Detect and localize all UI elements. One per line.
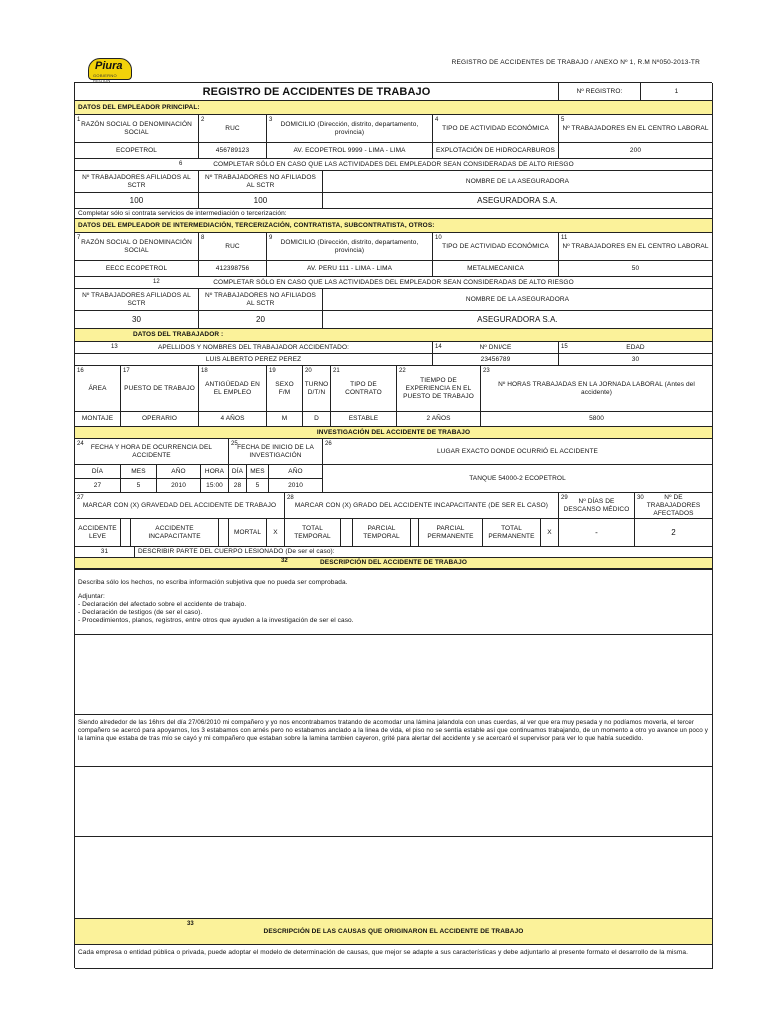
trabajador-section-title: DATOS DEL TRABAJADOR : <box>75 329 713 342</box>
check-mortal: X <box>267 519 285 547</box>
investigacion-section-title: INVESTIGACIÓN DEL ACCIDENTE DE TRABAJO <box>75 427 713 439</box>
dias-descanso: - <box>559 519 635 547</box>
intermediacion-domicilio: AV. PERU 111 - LIMA - LIMA <box>267 261 433 277</box>
header-antiguedad: 18 ANTIGÜEDAD EN EL EMPLEO <box>199 366 267 412</box>
lugar-value: TANQUE 54000-2 ECOPETROL <box>323 465 713 493</box>
descripcion-instrucciones: Describa sólo los hechos, no escriba información subjetiva que no pueda ser comprobada. Adjuntar: - Declaración del afectado sobre el accidente de trabajo. - Declaración de testigos (de ser el caso). - Procedimientos, planos, registros, entre otros que ayuden a la investigación de ser el caso. <box>75 569 713 635</box>
empleador-aseguradora: ASEGURADORA S.A. <box>323 193 713 209</box>
descripcion-blank-3 <box>75 837 713 919</box>
header-razon-social-2: 7 RAZÓN SOCIAL O DENOMINACIÓN SOCIAL <box>75 233 199 261</box>
registro-label: Nº REGISTRO: <box>559 83 641 101</box>
descripcion-title: 32 DESCRIPCIÓN DEL ACCIDENTE DE TRABAJO <box>75 558 713 569</box>
header-afiliados: Nº TRABAJADORES AFILIADOS AL SCTR <box>75 171 199 193</box>
trabajador-section <box>74 328 712 426</box>
descripcion-blank-2 <box>75 767 713 837</box>
header-lugar: 26 LUGAR EXACTO DONDE OCURRIÓ EL ACCIDENTE <box>323 439 713 465</box>
trabajador-area: MONTAJE <box>75 412 121 427</box>
intermediacion-ruc: 412398756 <box>199 261 267 277</box>
header-domicilio-2: 9 DOMICILIO (Dirección, distrito, departamento, provincia) <box>267 233 433 261</box>
header-ruc-2: 8 RUC <box>199 233 267 261</box>
header-turno: 20 TURNO D/T/N <box>303 366 331 412</box>
form-title: REGISTRO DE ACCIDENTES DE TRABAJO <box>75 83 559 101</box>
empleador-actividad: EXPLOTACIÓN DE HIDROCARBUROS <box>433 143 559 159</box>
trabajador-experiencia: 2 AÑOS <box>397 412 481 427</box>
header-experiencia: 22 TIEMPO DE EXPERIENCIA EN EL PUESTO DE TRABAJO <box>397 366 481 412</box>
intermediacion-razon: EECC ECOPETROL <box>75 261 199 277</box>
empleador-trabajadores: 200 <box>559 143 713 159</box>
trabajador-horas: 5800 <box>481 412 713 427</box>
label-parcial-permanente: PARCIAL PERMANENTE <box>419 519 483 547</box>
trabajador-edad: 30 <box>559 354 713 366</box>
descripcion-blank-1 <box>75 635 713 715</box>
fecha-hora: 15:00 <box>201 479 229 493</box>
header-dni: 14 Nº DNI/CE <box>433 342 559 354</box>
header-sexo: 19 SEXO F/M <box>267 366 303 412</box>
inicio-mes: 5 <box>247 479 269 493</box>
header-fecha-inicio: 25 FECHA DE INICIO DE LA INVESTIGACIÓN <box>229 439 323 465</box>
completar-note-2: 12 COMPLETAR SÓLO EN CASO QUE LAS ACTIVIDADES DEL EMPLEADOR SEAN CONSIDERADAS DE ALTO RIESGO <box>75 277 713 289</box>
trabajador-sexo: M <box>267 412 303 427</box>
header-nombre: 13 APELLIDOS Y NOMBRES DEL TRABAJADOR ACCIDENTADO: <box>75 342 433 354</box>
header-actividad-2: 10 TIPO DE ACTIVIDAD ECONÓMICA <box>433 233 559 261</box>
header-no-afiliados: Nº TRABAJADORES NO AFILIADOS AL SCTR <box>199 171 323 193</box>
empleador-ruc: 456789123 <box>199 143 267 159</box>
intermediacion-aseguradora: ASEGURADORA S.A. <box>323 311 713 329</box>
inicio-dia: 28 <box>229 479 247 493</box>
trabajador-turno: D <box>303 412 331 427</box>
header-actividad: 4 TIPO DE ACTIVIDAD ECONÓMICA <box>433 115 559 143</box>
label-mortal: MORTAL <box>229 519 267 547</box>
header-horas: 23 Nº HORAS TRABAJADAS EN LA JORNADA LABORAL (Antes del accidente) <box>481 366 713 412</box>
trabajadores-afectados: 2 <box>635 519 713 547</box>
trabajador-antiguedad: 4 AÑOS <box>199 412 267 427</box>
label-mes-inicio: MES <box>247 465 269 479</box>
header-contrato: 21 TIPO DE CONTRATO <box>331 366 397 412</box>
check-total-temporal <box>341 519 353 547</box>
header-aseguradora-2: NOMBRE DE LA ASEGURADORA <box>323 289 713 311</box>
header-razon-social: 1 RAZÓN SOCIAL O DENOMINACIÓN SOCIAL <box>75 115 199 143</box>
title-row <box>74 82 712 100</box>
intermediacion-afiliados: 30 <box>75 311 199 329</box>
intermediacion-section-title: DATOS DEL EMPLEADOR DE INTERMEDIACIÓN, TERCERIZACIÓN, CONTRATISTA, SUBCONTRATISTA, OTROS: <box>75 219 713 233</box>
header-trabajadores-2: 11 Nº TRABAJADORES EN EL CENTRO LABORAL <box>559 233 713 261</box>
header-aseguradora: NOMBRE DE LA ASEGURADORA <box>323 171 713 193</box>
label-leve: ACCIDENTE LEVE <box>75 519 121 547</box>
intermediacion-no-afiliados: 20 <box>199 311 323 329</box>
empleador-razon: ECOPETROL <box>75 143 199 159</box>
label-total-permanente: TOTAL PERMANENTE <box>483 519 541 547</box>
num-31: 31 <box>75 547 135 558</box>
fecha-anio: 2010 <box>157 479 201 493</box>
empleador-section-title: DATOS DEL EMPLEADOR PRINCIPAL: <box>75 101 713 115</box>
header-area: 16 ÁREA <box>75 366 121 412</box>
header-domicilio: 3 DOMICILIO (Dirección, distrito, departamento, provincia) <box>267 115 433 143</box>
intermediacion-actividad: METALMECANICA <box>433 261 559 277</box>
check-leve <box>121 519 131 547</box>
trabajador-contrato: ESTABLE <box>331 412 397 427</box>
label-dia: DÍA <box>75 465 121 479</box>
label-incapacitante: ACCIDENTE INCAPACITANTE <box>131 519 219 547</box>
label-anio-inicio: AÑO <box>269 465 323 479</box>
form-header-reference: REGISTRO DE ACCIDENTES DE TRABAJO / ANEXO Nº 1, R.M Nº050-2013-TR <box>451 59 700 66</box>
fecha-dia: 27 <box>75 479 121 493</box>
trabajador-puesto: OPERARIO <box>121 412 199 427</box>
header-grado: 28 MARCAR CON (X) GRADO DEL ACCIDENTE INCAPACITANTE (DE SER EL CASO) <box>285 493 559 519</box>
header-gravedad: 27 MARCAR CON (X) GRAVEDAD DEL ACCIDENTE DE TRABAJO <box>75 493 285 519</box>
header-fecha-ocurrencia: 24 FECHA Y HORA DE OCURRENCIA DEL ACCIDENTE <box>75 439 229 465</box>
trabajador-nombre: LUIS ALBERTO PEREZ PEREZ <box>75 354 433 366</box>
header-puesto: 17 PUESTO DE TRABAJO <box>121 366 199 412</box>
label-dia-inicio: DÍA <box>229 465 247 479</box>
check-parcial-temporal <box>411 519 419 547</box>
descripcion-body <box>74 568 712 918</box>
intermediacion-section <box>74 218 712 328</box>
piura-logo: Piura GOBIERNO REGION <box>88 58 132 80</box>
trabajador-dni: 23456789 <box>433 354 559 366</box>
causas-section <box>74 918 712 968</box>
empleador-afiliados: 100 <box>75 193 199 209</box>
header-descanso: 29 Nº DÍAS DE DESCANSO MÉDICO <box>559 493 635 519</box>
label-parcial-temporal: PARCIAL TEMPORAL <box>353 519 411 547</box>
empleador-section <box>74 100 712 218</box>
relato-accidente: Siendo alrededor de las 16hrs del día 27/06/2010 mi compañero y yo nos encontrabamos tratando de acomodar una lámina jalandola con unas cuerdas, al ver que era muy pesada y no podíamos moverla, el tercer compañero se acercó para apoyarnos, los 3 estabamos con arnés pero no estabamos anclado a la linea de vida, el piso no se sentía estable así que continuamos trabajando, de un momento a otro yo avance un poco y la lamina que estaba de tras mío se cayó y mi compañero que estaban sobre la lamina tambien cayeron, grité para alertar del accidente y se acercaró el supervisor para ver lo que había sucedido. <box>75 715 713 767</box>
check-total-permanente: X <box>541 519 559 547</box>
completar-note: 6 COMPLETAR SÓLO EN CASO QUE LAS ACTIVIDADES DEL EMPLEADOR SEAN CONSIDERADAS DE ALTO RIESGO <box>75 159 713 171</box>
registro-value: 1 <box>641 83 713 101</box>
check-incapacitante <box>219 519 229 547</box>
parte-cuerpo-label: DESCRIBIR PARTE DEL CUERPO LESIONADO (De ser el caso): <box>135 547 713 558</box>
intermediacion-note: Completar sólo si contrata servicios de intermediación o tercerización: <box>75 209 713 219</box>
label-total-temporal: TOTAL TEMPORAL <box>285 519 341 547</box>
inicio-anio: 2010 <box>269 479 323 493</box>
empleador-no-afiliados: 100 <box>199 193 323 209</box>
investigacion-section <box>74 426 712 568</box>
header-afectados: 30 Nº DE TRABAJADORES AFECTADOS <box>635 493 713 519</box>
header-afiliados-2: Nº TRABAJADORES AFILIADOS AL SCTR <box>75 289 199 311</box>
header-no-afiliados-2: Nº TRABAJADORES NO AFILIADOS AL SCTR <box>199 289 323 311</box>
fecha-mes: 5 <box>121 479 157 493</box>
header-trabajadores: 5 Nº TRABAJADORES EN EL CENTRO LABORAL <box>559 115 713 143</box>
causas-title: 33 DESCRIPCIÓN DE LAS CAUSAS QUE ORIGINARON EL ACCIDENTE DE TRABAJO <box>75 919 713 945</box>
header-edad: 15 EDAD <box>559 342 713 354</box>
causas-nota: Cada empresa o entidad pública o privada, puede adoptar el modelo de determinación de causas, que mejor se adapte a sus características y debe adjuntarlo al presente formato el desarrollo de la misma. <box>75 945 713 969</box>
header-ruc: 2 RUC <box>199 115 267 143</box>
empleador-domicilio: AV. ECOPETROL 9999 - LIMA - LIMA <box>267 143 433 159</box>
label-anio: AÑO <box>157 465 201 479</box>
label-mes: MES <box>121 465 157 479</box>
intermediacion-trabajadores: 50 <box>559 261 713 277</box>
label-hora: HORA <box>201 465 229 479</box>
